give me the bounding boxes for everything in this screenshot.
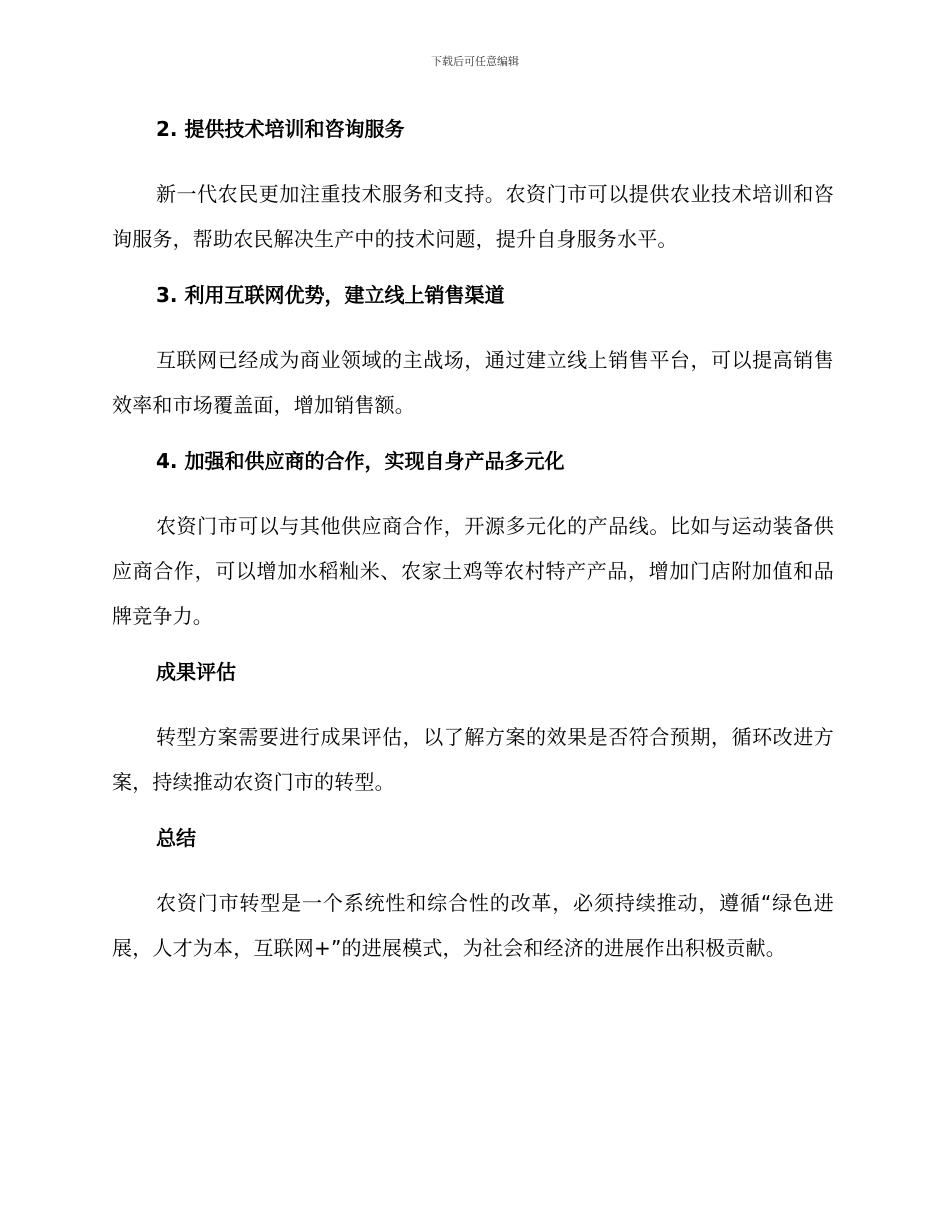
section-paragraph-supplier-cooperation: 农资门市可以与其他供应商合作，开源多元化的产品线。比如与运动装备供应商合作，可以增加水稻籼米、农家土鸡等农村特产产品，增加门店附加值和品牌竞争力。	[112, 514, 834, 628]
header-note: 下载后可任意编辑	[431, 55, 519, 68]
section-heading-tech-training: 2. 提供技术培训和咨询服务	[156, 117, 405, 141]
document-body	[112, 114, 834, 971]
section-heading-evaluation: 成果评估	[156, 660, 236, 684]
section-paragraph-online-sales: 互联网已经成为商业领域的主战场，通过建立线上销售平台，可以提高销售效率和市场覆盖面，增加销售额。	[112, 348, 834, 417]
section-paragraph-tech-training: 新一代农民更加注重技术服务和支持。农资门市可以提供农业技术培训和咨询服务，帮助农民解决生产中的技术问题，提升自身服务水平。	[112, 182, 834, 251]
section-paragraph-evaluation: 转型方案需要进行成果评估，以了解方案的效果是否符合预期，循环改进方案，持续推动农资门市的转型。	[112, 725, 834, 794]
section-heading-summary: 总结	[156, 826, 196, 850]
section-paragraph-summary: 农资门市转型是一个系统性和综合性的改革，必须持续推动，遵循“绿色进展，人才为本，互联网+”的进展模式，为社会和经济的进展作出积极贡献。	[112, 891, 834, 960]
section-heading-online-sales: 3. 利用互联网优势，建立线上销售渠道	[156, 283, 505, 307]
section-heading-supplier-cooperation: 4. 加强和供应商的合作，实现自身产品多元化	[156, 449, 565, 473]
